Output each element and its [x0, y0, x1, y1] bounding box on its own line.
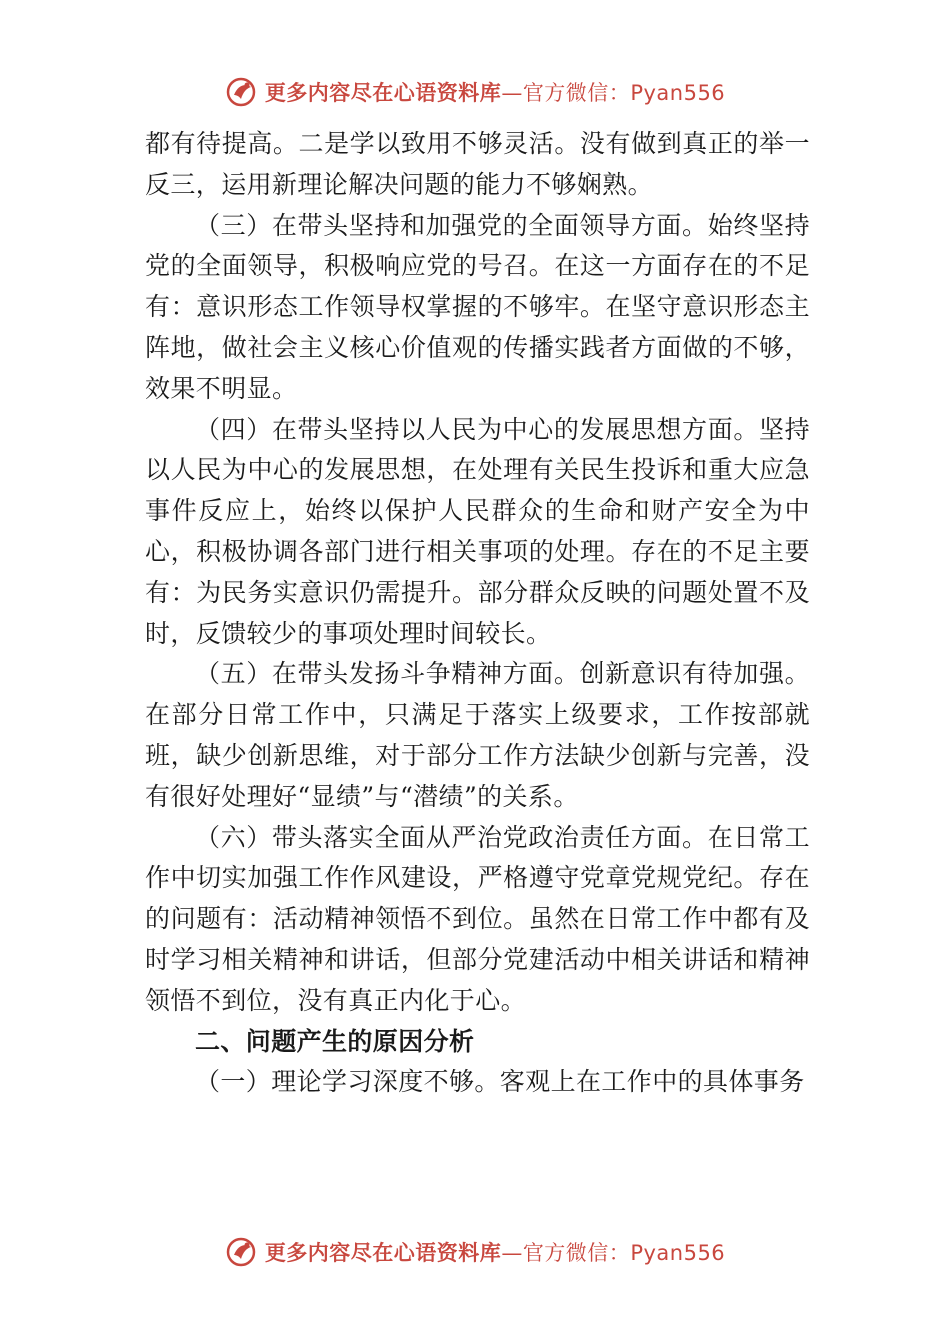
watermark-separator: —官方微信：: [501, 1241, 631, 1265]
watermark-brand: 更多内容尽在心语资料库: [264, 80, 502, 105]
watermark-wechat-id: Pyan556: [630, 81, 726, 105]
paragraph-4: （五）在带头发扬斗争精神方面。创新意识有待加强。在部分日常工作中，只满足于落实上级要求，工作按部就班，缺少创新思维，对于部分工作方法缺少创新与完善，没有很好处理好“显绩”与“潜绩”的关系。: [145, 659, 810, 811]
header-watermark: [0, 72, 950, 112]
footer-watermark: [0, 1232, 950, 1272]
section-heading: 二、问题产生的原因分析: [195, 1026, 475, 1056]
paragraph-3: （四）在带头坚持以人民为中心的发展思想方面。坚持以人民为中心的发展思想，在处理有关民生投诉和重大应急事件反应上，始终以保护人民群众的生命和财产安全为中心，积极协调各部门进行相关事项的处理。存在的不足主要有：为民务实意识仍需提升。部分群众反映的问题处置不及时，反馈较少的事项处理时间较长。: [145, 414, 810, 648]
brand-logo-icon: [225, 1235, 259, 1269]
paragraph-2: （三）在带头坚持和加强党的全面领导方面。始终坚持党的全面领导，积极响应党的号召。在这一方面存在的不足有：意识形态工作领导权掌握的不够牢。在坚守意识形态主阵地，做社会主义核心价值观的传播实践者方面做的不够，效果不明显。: [145, 210, 810, 403]
paragraph-5: （六）带头落实全面从严治党政治责任方面。在日常工作中切实加强工作作风建设，严格遵守党章党规党纪。存在的问题有：活动精神领悟不到位。虽然在日常工作中都有及时学习相关精神和讲话，但部分党建活动中相关讲话和精神领悟不到位，没有真正内化于心。: [145, 822, 810, 1015]
brand-logo-icon: [225, 75, 259, 109]
watermark-wechat-id: Pyan556: [630, 1241, 726, 1265]
document-body: [145, 124, 810, 1103]
watermark-text: [265, 1237, 725, 1267]
watermark-separator: —官方微信：: [501, 81, 631, 105]
watermark-brand: 更多内容尽在心语资料库: [264, 1240, 502, 1265]
paragraph-6: （一）理论学习深度不够。客观上在工作中的具体事务: [195, 1067, 805, 1097]
paragraph-1: 都有待提高。二是学以致用不够灵活。没有做到真正的举一反三，运用新理论解决问题的能力不够娴熟。: [145, 129, 810, 199]
watermark-text: [265, 77, 725, 107]
